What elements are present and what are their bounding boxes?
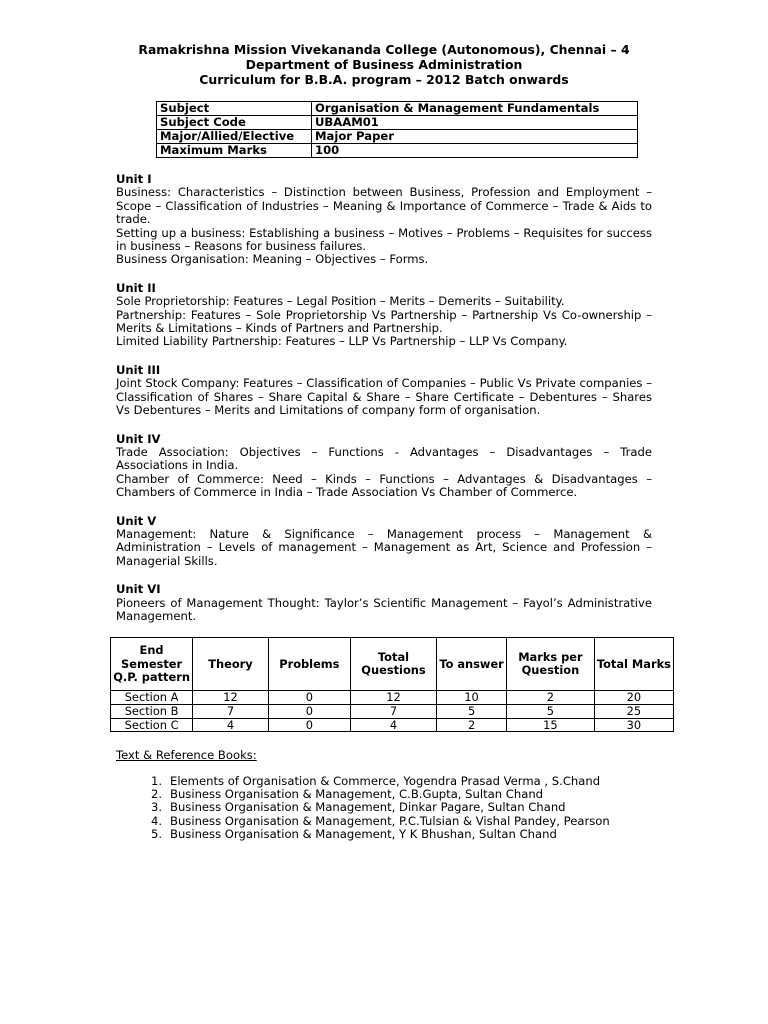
qp-cell: 12 bbox=[193, 691, 269, 705]
info-row bbox=[157, 102, 638, 116]
qp-cell: 30 bbox=[594, 718, 673, 732]
unit-paragraph: Management: Nature & Significance – Management process – Management & Administration – Levels of management – Management as Art, Science and Profession – Managerial Skills. bbox=[116, 526, 652, 568]
info-key: Subject Code bbox=[157, 116, 312, 130]
info-key: Major/Allied/Elective bbox=[157, 130, 312, 144]
unit-title: Unit IV bbox=[116, 431, 161, 446]
qp-cell: 0 bbox=[268, 691, 350, 705]
qp-cell: 12 bbox=[350, 691, 436, 705]
info-value: 100 bbox=[312, 144, 638, 158]
unit-title: Unit II bbox=[116, 280, 156, 295]
qp-cell: 4 bbox=[193, 718, 269, 732]
unit-block bbox=[116, 364, 652, 418]
qp-cell: 7 bbox=[350, 704, 436, 718]
info-value: Major Paper bbox=[312, 130, 638, 144]
unit-paragraph: Partnership: Features – Sole Proprietorship Vs Partnership – Partnership Vs Co-ownership – Merits & Limitations – Kinds of Partners and Partnership. bbox=[116, 307, 652, 336]
unit-paragraph: Sole Proprietorship: Features – Legal Position – Merits – Demerits – Suitability. bbox=[116, 294, 565, 309]
qp-cell: 2 bbox=[507, 691, 595, 705]
reference-number: 1. bbox=[150, 773, 162, 788]
info-row bbox=[157, 130, 638, 144]
reference-item bbox=[116, 775, 652, 788]
units-section bbox=[116, 173, 652, 623]
qp-header-cell: Theory bbox=[193, 638, 269, 691]
qp-cell: Section A bbox=[111, 691, 193, 705]
reference-item bbox=[116, 828, 652, 841]
qp-row bbox=[111, 704, 674, 718]
qp-cell: 0 bbox=[268, 718, 350, 732]
references-title: Text & Reference Books: bbox=[116, 748, 257, 763]
qp-row bbox=[111, 691, 674, 705]
qp-cell: 0 bbox=[268, 704, 350, 718]
unit-title: Unit VI bbox=[116, 582, 161, 597]
qp-cell: 5 bbox=[507, 704, 595, 718]
reference-item bbox=[116, 815, 652, 828]
qp-header-cell: Total Marks bbox=[594, 638, 673, 691]
qp-header-cell: Marks per Question bbox=[507, 638, 595, 691]
reference-text: Business Organisation & Management, P.C.Tulsian & Vishal Pandey, Pearson bbox=[170, 813, 610, 828]
reference-number: 5. bbox=[150, 827, 162, 842]
unit-title: Unit III bbox=[116, 362, 161, 377]
qp-header-cell: To answer bbox=[437, 638, 507, 691]
unit-paragraph: Setting up a business: Establishing a business – Motives – Problems – Requisites for success in business – Reasons for business failures. bbox=[116, 225, 652, 254]
curriculum-title: Curriculum for B.B.A. program – 2012 Batch onwards bbox=[199, 72, 569, 87]
unit-paragraph: Pioneers of Management Thought: Taylor’s Scientific Management – Fayol’s Administrative Management. bbox=[116, 595, 652, 623]
qp-cell: 15 bbox=[507, 718, 595, 732]
document-header bbox=[116, 42, 652, 87]
reference-item bbox=[116, 788, 652, 801]
info-key: Maximum Marks bbox=[157, 144, 312, 158]
qp-cell: 20 bbox=[594, 691, 673, 705]
reference-text: Business Organisation & Management, Dinkar Pagare, Sultan Chand bbox=[170, 800, 566, 815]
info-value: UBAAM01 bbox=[312, 116, 638, 130]
unit-paragraph: Chamber of Commerce: Need – Kinds – Functions – Advantages & Disadvantages – Chambers of Commerce in India – Trade Association Vs Chamber of Commerce. bbox=[116, 471, 652, 500]
qp-cell: 4 bbox=[350, 718, 436, 732]
unit-paragraph: Business: Characteristics – Distinction between Business, Profession and Employment – Scope – Classification of Industries – Meaning & Importance of Commerce – Trade & Aids to trade. bbox=[116, 185, 652, 227]
unit-paragraph: Business Organisation: Meaning – Objectives – Forms. bbox=[116, 252, 429, 267]
unit-block bbox=[116, 515, 652, 569]
unit-block bbox=[116, 282, 652, 349]
unit-block bbox=[116, 173, 652, 267]
unit-block bbox=[116, 433, 652, 500]
qp-cell: 5 bbox=[437, 704, 507, 718]
qp-cell: 10 bbox=[437, 691, 507, 705]
reference-number: 2. bbox=[150, 786, 162, 801]
info-row bbox=[157, 116, 638, 130]
document-page bbox=[113, 42, 671, 842]
reference-text: Business Organisation & Management, C.B.Gupta, Sultan Chand bbox=[170, 786, 544, 801]
info-key: Subject bbox=[157, 102, 312, 116]
unit-paragraph: Joint Stock Company: Features – Classification of Companies – Public Vs Private companies – Classification of Shares – Share Capital & Share – Share Certificate – Debentures – Shares Vs Debentures – Merits and Limitations of company form of organisation. bbox=[116, 376, 652, 418]
qp-row bbox=[111, 718, 674, 732]
unit-paragraph: Limited Liability Partnership: Features – LLP Vs Partnership – LLP Vs Company. bbox=[116, 334, 568, 349]
qp-cell: 2 bbox=[437, 718, 507, 732]
reference-text: Elements of Organisation & Commerce, Yogendra Prasad Verma , S.Chand bbox=[170, 773, 601, 788]
reference-number: 3. bbox=[150, 800, 162, 815]
qp-cell: 25 bbox=[594, 704, 673, 718]
qp-pattern-table bbox=[110, 637, 674, 732]
qp-header-cell: Problems bbox=[268, 638, 350, 691]
qp-cell: Section C bbox=[111, 718, 193, 732]
subject-info-table bbox=[156, 101, 638, 158]
college-name: Ramakrishna Mission Vivekananda College (Autonomous), Chennai – 4 bbox=[138, 42, 630, 57]
reference-text: Business Organisation & Management, Y K Bhushan, Sultan Chand bbox=[170, 827, 557, 842]
info-row bbox=[157, 144, 638, 158]
department-name: Department of Business Administration bbox=[245, 57, 523, 72]
qp-cell: Section B bbox=[111, 704, 193, 718]
reference-item bbox=[116, 801, 652, 814]
unit-title: Unit V bbox=[116, 513, 157, 528]
qp-header-cell: End Semester Q.P. pattern bbox=[111, 638, 193, 691]
unit-block bbox=[116, 583, 652, 623]
qp-cell: 7 bbox=[193, 704, 269, 718]
references-list bbox=[116, 775, 652, 842]
unit-title: Unit I bbox=[116, 172, 152, 186]
unit-paragraph: Trade Association: Objectives – Functions - Advantages – Disadvantages – Trade Associations in India. bbox=[116, 444, 652, 473]
qp-header-cell: Total Questions bbox=[350, 638, 436, 691]
reference-number: 4. bbox=[150, 813, 162, 828]
info-value: Organisation & Management Fundamentals bbox=[312, 102, 638, 116]
